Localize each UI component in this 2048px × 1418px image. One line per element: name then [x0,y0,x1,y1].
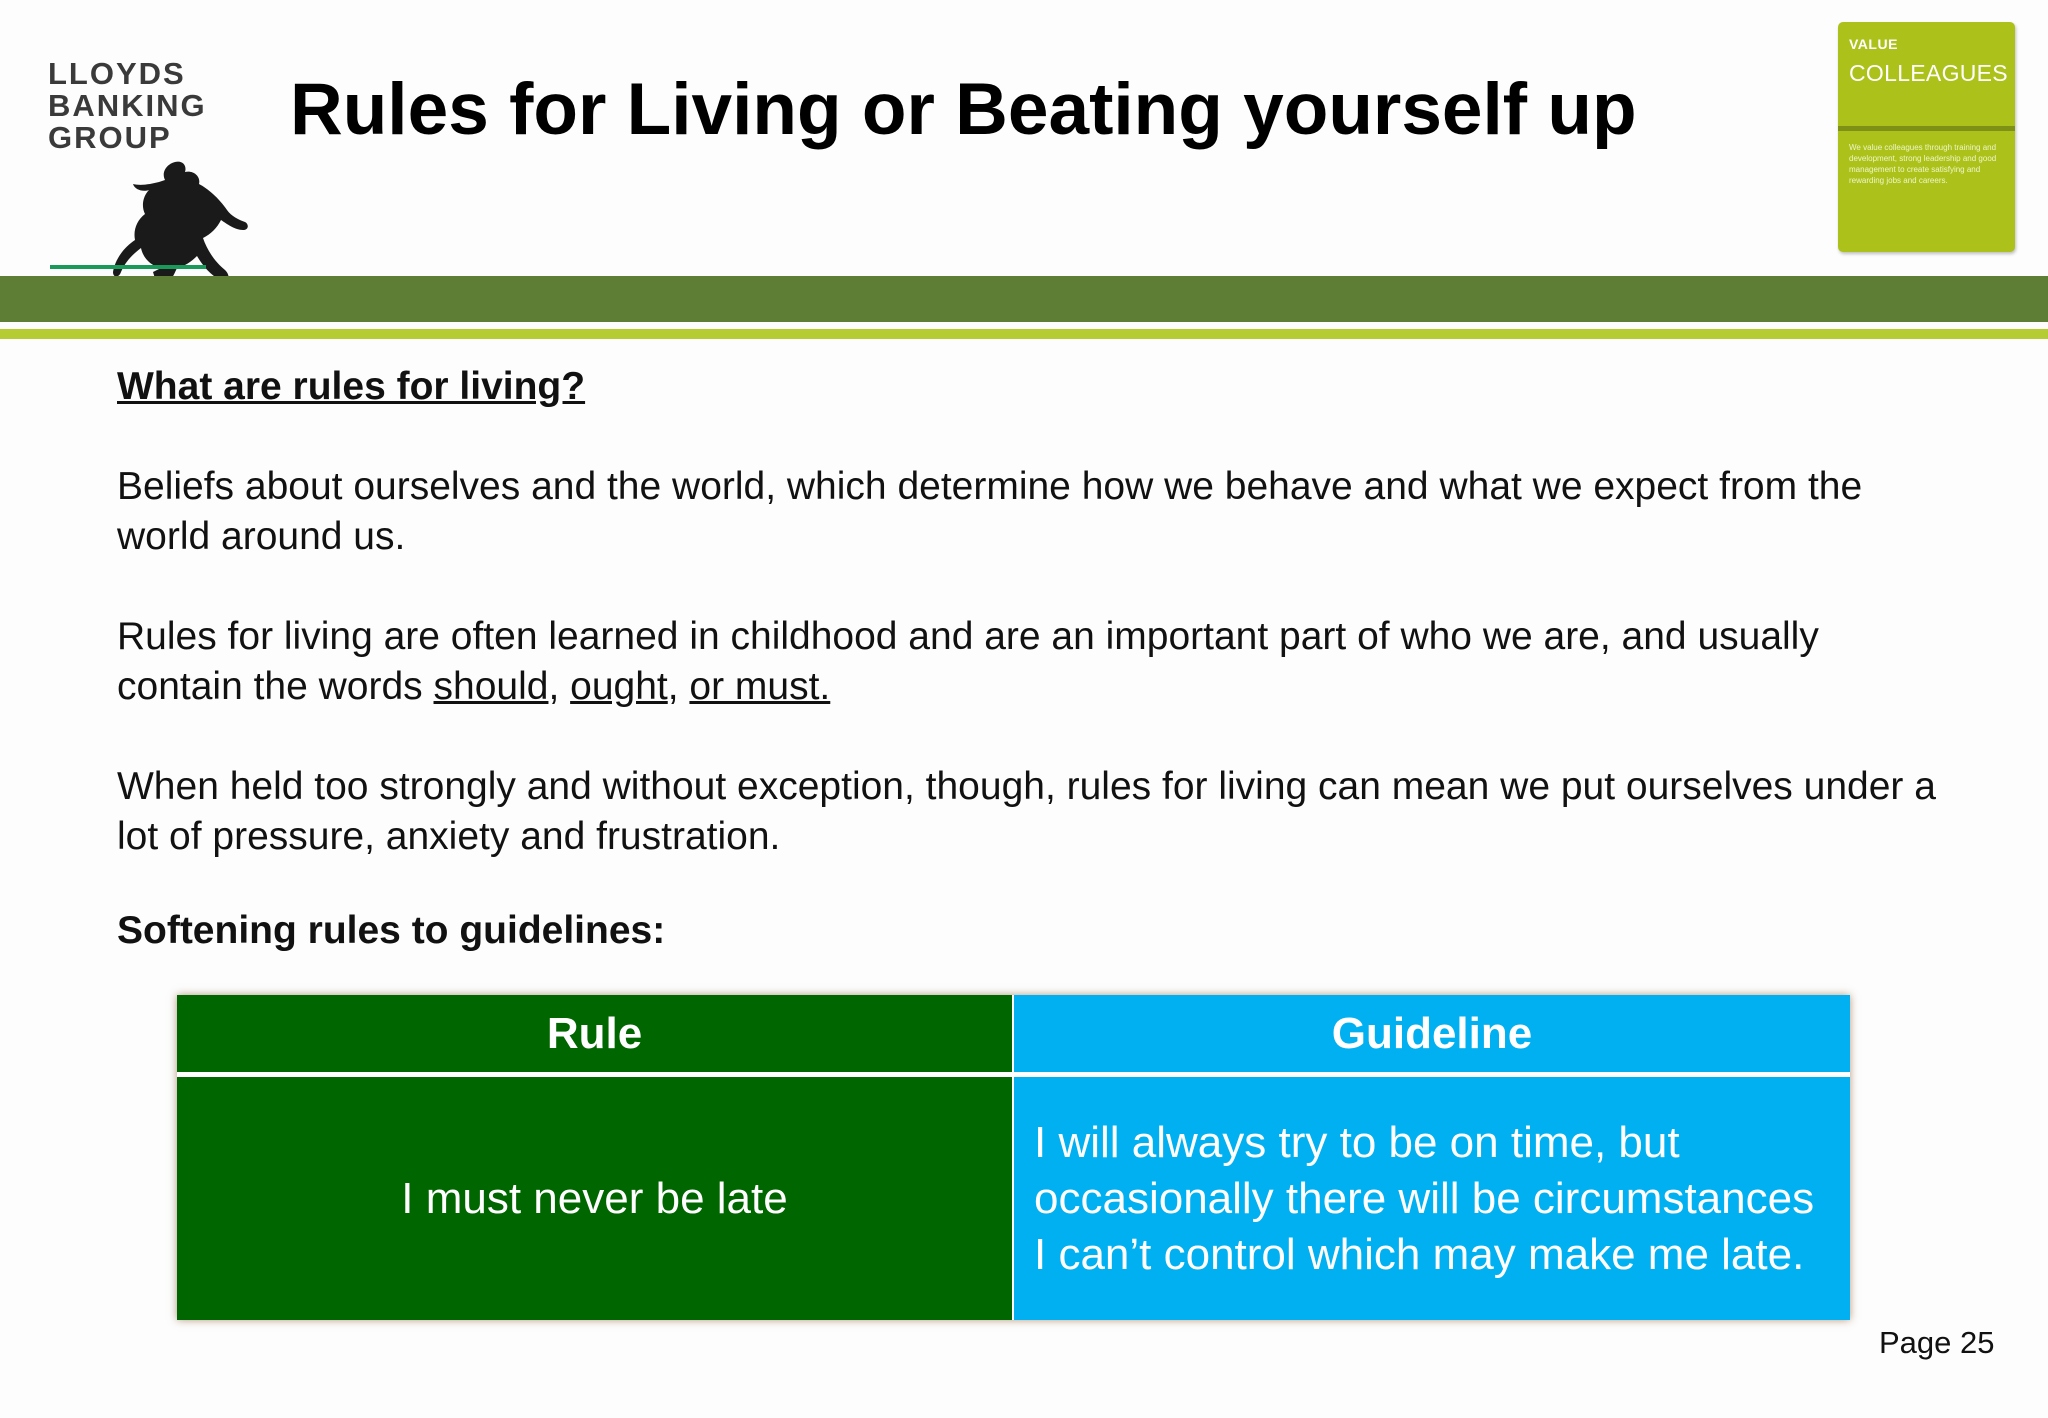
value-colleagues-card [1838,22,2015,252]
page-number: Page 25 [1879,1325,1995,1360]
softening-heading: Softening rules to guidelines: [117,909,666,952]
word-ought: ought [570,665,668,708]
paragraph-pressure: When held too strongly and without exception, though, rules for living can mean we put ourselves under a lot of pressure, anxiety and frustration. [117,765,1936,858]
value-card-name: COLLEAGUES [1849,60,2008,86]
table-row [177,1075,1850,1321]
paragraph-childhood-text: Rules for living are often learned in childhood and are an important part of who we are, and usually contain the words [117,615,1819,708]
table-header-row [177,995,1850,1075]
rule-guideline-table [177,995,1850,1320]
word-should: should [433,665,549,708]
body-text [117,362,1937,956]
value-card-description: We value colleagues through training and development, strong leadership and good management to create satisfying and rewarding jobs and careers. [1849,143,1997,185]
lloyds-banking-group-logo [48,58,248,278]
cell-guideline: I will always try to be on time, but occasionally there will be circumstances I can’t control which may make me late. [1013,1075,1850,1321]
column-header-rule: Rule [177,995,1013,1075]
section-heading: What are rules for living? [117,365,586,408]
separator: , [548,665,571,708]
value-card-divider [1838,126,2015,131]
logo-underline [50,265,206,269]
column-header-guideline: Guideline [1013,995,1850,1075]
slide-title: Rules for Living or Beating yourself up [290,69,1637,150]
word-must: or must. [689,665,831,708]
header-band-light [0,329,2048,339]
value-card-kicker: VALUE [1849,36,1898,52]
logo-wordmark: LLOYDS BANKING GROUP [48,56,207,155]
paragraph-definition: Beliefs about ourselves and the world, which determine how we behave and what we expect from the world around us. [117,465,1863,558]
cell-rule: I must never be late [177,1075,1013,1321]
paragraph-childhood [117,612,1937,712]
header-band-dark [0,276,2048,322]
separator: , [667,665,690,708]
